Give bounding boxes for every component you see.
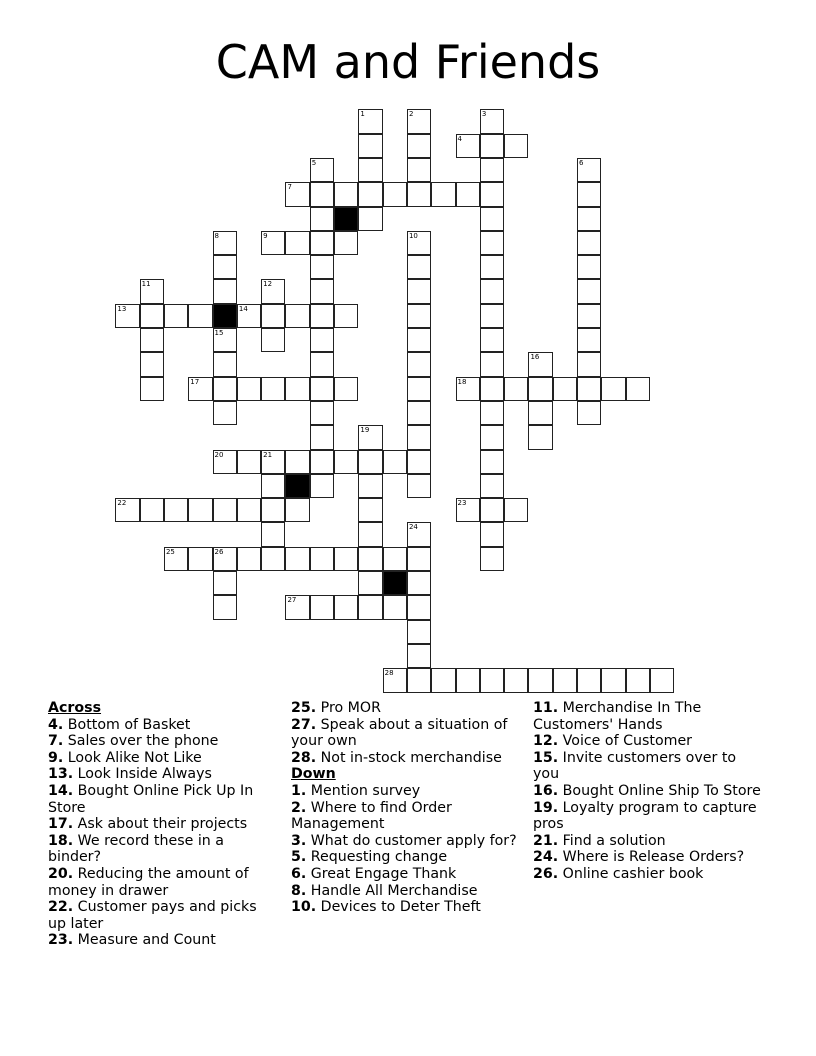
grid-cell[interactable] xyxy=(358,547,382,571)
grid-cell[interactable] xyxy=(334,595,358,619)
grid-cell[interactable] xyxy=(456,182,480,206)
grid-cell[interactable] xyxy=(480,377,504,401)
grid-cell[interactable] xyxy=(480,352,504,376)
cell-number: 13 xyxy=(117,304,127,313)
grid-cell[interactable] xyxy=(577,352,601,376)
grid-cell[interactable] xyxy=(528,401,552,425)
grid-cell[interactable] xyxy=(480,522,504,546)
grid-cell[interactable] xyxy=(577,158,601,182)
clue-across-14: 14. Bought Online Pick Up In Store xyxy=(48,782,254,816)
grid-cell[interactable] xyxy=(115,498,139,522)
grid-cell[interactable] xyxy=(310,450,334,474)
clue-down-5: 5. Requesting change xyxy=(291,849,448,866)
grid-cell[interactable] xyxy=(261,231,285,255)
grid-cell[interactable] xyxy=(164,547,188,571)
grid-cell[interactable] xyxy=(407,279,431,303)
grid-cell[interactable] xyxy=(213,231,237,255)
grid-cell[interactable] xyxy=(213,571,237,595)
grid-cell[interactable] xyxy=(407,571,431,595)
grid-cell[interactable] xyxy=(310,595,334,619)
cell-number: 20 xyxy=(214,450,224,459)
grid-cell[interactable] xyxy=(577,328,601,352)
grid-cell[interactable] xyxy=(407,425,431,449)
grid-cell[interactable] xyxy=(480,109,504,133)
grid-cell[interactable] xyxy=(577,231,601,255)
grid-cell[interactable] xyxy=(407,644,431,668)
cell-number: 19 xyxy=(360,426,370,435)
grid-cell[interactable] xyxy=(383,668,407,692)
grid-cell[interactable] xyxy=(577,668,601,692)
grid-cell[interactable] xyxy=(310,279,334,303)
grid-cell[interactable] xyxy=(407,231,431,255)
grid-cell[interactable] xyxy=(310,401,334,425)
cell-number: 15 xyxy=(214,329,224,338)
cell-number: 3 xyxy=(481,110,487,119)
clue-across-28: 28. Not in-stock merchandise xyxy=(291,749,502,766)
grid-cell[interactable] xyxy=(334,304,358,328)
cell-number: 11 xyxy=(141,280,151,289)
clue-down-6: 6. Great Engage Thank xyxy=(291,865,457,882)
grid-cell[interactable] xyxy=(407,474,431,498)
cell-number: 21 xyxy=(263,450,273,459)
cell-number: 25 xyxy=(165,547,175,556)
cell-number: 18 xyxy=(457,377,467,386)
grid-cell[interactable] xyxy=(140,352,164,376)
cell-number: 10 xyxy=(408,231,418,240)
grid-cell[interactable] xyxy=(358,109,382,133)
grid-cell[interactable] xyxy=(358,158,382,182)
clue-down-19: 19. Loyalty program to capture pros xyxy=(533,799,757,833)
grid-cell[interactable] xyxy=(407,620,431,644)
cell-number: 14 xyxy=(238,304,248,313)
clue-down-24: 24. Where is Release Orders? xyxy=(533,849,745,866)
clue-down-2: 2. Where to find Order Management xyxy=(291,799,452,833)
grid-cell[interactable] xyxy=(383,595,407,619)
clue-down-10: 10. Devices to Deter Theft xyxy=(291,899,481,916)
grid-cell[interactable] xyxy=(431,182,455,206)
grid-cell[interactable] xyxy=(310,352,334,376)
grid-cell[interactable] xyxy=(261,474,285,498)
clue-across-13: 13. Look Inside Always xyxy=(48,766,212,783)
grid-cell[interactable] xyxy=(383,182,407,206)
grid-cell[interactable] xyxy=(188,377,212,401)
grid-cell[interactable] xyxy=(650,668,674,692)
clue-across-7: 7. Sales over the phone xyxy=(48,733,219,750)
cell-number: 17 xyxy=(190,377,200,386)
grid-cell[interactable] xyxy=(626,377,650,401)
grid-cell[interactable] xyxy=(480,134,504,158)
grid-cell[interactable] xyxy=(407,547,431,571)
grid-cell[interactable] xyxy=(310,328,334,352)
grid-cell[interactable] xyxy=(334,450,358,474)
grid-cell[interactable] xyxy=(358,425,382,449)
grid-cell[interactable] xyxy=(213,498,237,522)
grid-cell[interactable] xyxy=(480,401,504,425)
grid-cell[interactable] xyxy=(528,668,552,692)
black-cell xyxy=(383,571,407,595)
grid-cell[interactable] xyxy=(213,279,237,303)
grid-cell[interactable] xyxy=(601,377,625,401)
grid-cell[interactable] xyxy=(407,158,431,182)
grid-cell[interactable] xyxy=(577,401,601,425)
grid-cell[interactable] xyxy=(407,109,431,133)
grid-cell[interactable] xyxy=(480,450,504,474)
cell-number: 27 xyxy=(287,596,297,605)
grid-cell[interactable] xyxy=(213,255,237,279)
grid-cell[interactable] xyxy=(140,304,164,328)
grid-cell[interactable] xyxy=(528,377,552,401)
grid-cell[interactable] xyxy=(577,377,601,401)
cell-number: 8 xyxy=(214,231,220,240)
grid-cell[interactable] xyxy=(213,595,237,619)
cell-number: 22 xyxy=(117,499,127,508)
grid-cell[interactable] xyxy=(285,498,309,522)
grid-cell[interactable] xyxy=(553,668,577,692)
grid-cell[interactable] xyxy=(480,668,504,692)
grid-cell[interactable] xyxy=(358,571,382,595)
cell-number: 16 xyxy=(530,353,540,362)
grid-cell[interactable] xyxy=(310,547,334,571)
grid-cell[interactable] xyxy=(213,377,237,401)
grid-cell[interactable] xyxy=(358,450,382,474)
grid-cell[interactable] xyxy=(358,207,382,231)
grid-cell[interactable] xyxy=(164,498,188,522)
grid-cell[interactable] xyxy=(334,547,358,571)
grid-cell[interactable] xyxy=(358,134,382,158)
grid-cell[interactable] xyxy=(334,231,358,255)
cell-number: 4 xyxy=(457,134,463,143)
clue-down-21: 21. Find a solution xyxy=(533,832,666,849)
grid-cell[interactable] xyxy=(261,377,285,401)
grid-cell[interactable] xyxy=(261,279,285,303)
grid-cell[interactable] xyxy=(285,231,309,255)
cell-number: 5 xyxy=(311,158,317,167)
grid-cell[interactable] xyxy=(310,182,334,206)
grid-cell[interactable] xyxy=(261,522,285,546)
grid-cell[interactable] xyxy=(310,255,334,279)
grid-cell[interactable] xyxy=(237,450,261,474)
grid-cell[interactable] xyxy=(310,425,334,449)
grid-cell[interactable] xyxy=(213,352,237,376)
grid-cell[interactable] xyxy=(188,498,212,522)
grid-cell[interactable] xyxy=(285,377,309,401)
grid-cell[interactable] xyxy=(504,134,528,158)
grid-cell[interactable] xyxy=(528,352,552,376)
black-cell xyxy=(213,304,237,328)
grid-cell[interactable] xyxy=(626,668,650,692)
grid-cell[interactable] xyxy=(164,304,188,328)
clue-across-18: 18. We record these in a binder? xyxy=(48,832,224,866)
grid-cell[interactable] xyxy=(310,377,334,401)
grid-cell[interactable] xyxy=(285,182,309,206)
grid-cell[interactable] xyxy=(601,668,625,692)
grid-cell[interactable] xyxy=(407,595,431,619)
grid-cell[interactable] xyxy=(407,377,431,401)
grid-cell[interactable] xyxy=(237,547,261,571)
grid-cell[interactable] xyxy=(334,182,358,206)
clue-down-1: 1. Mention survey xyxy=(291,782,421,799)
cell-number: 26 xyxy=(214,547,224,556)
grid-cell[interactable] xyxy=(577,304,601,328)
grid-cell[interactable] xyxy=(213,401,237,425)
grid-cell[interactable] xyxy=(407,450,431,474)
clue-down-16: 16. Bought Online Ship To Store xyxy=(533,782,761,799)
grid-cell[interactable] xyxy=(480,279,504,303)
across-header: Across xyxy=(48,700,102,716)
grid-cell[interactable] xyxy=(480,474,504,498)
grid-cell[interactable] xyxy=(577,207,601,231)
clues-column-2 xyxy=(291,700,523,916)
grid-cell[interactable] xyxy=(261,304,285,328)
grid-cell[interactable] xyxy=(456,668,480,692)
grid-cell[interactable] xyxy=(261,547,285,571)
cell-number: 28 xyxy=(384,669,394,678)
grid-cell[interactable] xyxy=(577,255,601,279)
grid-cell[interactable] xyxy=(480,207,504,231)
grid-cell[interactable] xyxy=(480,158,504,182)
grid-cell[interactable] xyxy=(407,182,431,206)
cell-number: 24 xyxy=(408,523,418,532)
grid-cell[interactable] xyxy=(285,547,309,571)
clue-across-22: 22. Customer pays and picks up later xyxy=(48,899,257,932)
cell-number: 23 xyxy=(457,499,467,508)
clues-column-1 xyxy=(48,700,278,949)
grid-cell[interactable] xyxy=(358,498,382,522)
grid-cell[interactable] xyxy=(115,304,139,328)
cell-number: 2 xyxy=(408,110,414,119)
grid-cell[interactable] xyxy=(383,450,407,474)
grid-cell[interactable] xyxy=(577,279,601,303)
grid-cell[interactable] xyxy=(261,498,285,522)
grid-cell[interactable] xyxy=(456,377,480,401)
cell-number: 1 xyxy=(360,110,365,119)
grid-cell[interactable] xyxy=(310,158,334,182)
cell-number: 9 xyxy=(263,231,268,240)
grid-cell[interactable] xyxy=(140,498,164,522)
clue-across-4: 4. Bottom of Basket xyxy=(48,716,191,733)
clue-down-8: 8. Handle All Merchandise xyxy=(291,882,478,899)
grid-cell[interactable] xyxy=(358,522,382,546)
grid-cell[interactable] xyxy=(456,134,480,158)
clue-across-25: 25. Pro MOR xyxy=(291,700,381,716)
grid-cell[interactable] xyxy=(310,304,334,328)
grid-cell[interactable] xyxy=(480,182,504,206)
grid-cell[interactable] xyxy=(285,304,309,328)
grid-cell[interactable] xyxy=(188,547,212,571)
clue-down-12: 12. Voice of Customer xyxy=(533,733,693,750)
grid-cell[interactable] xyxy=(504,377,528,401)
grid-cell[interactable] xyxy=(358,182,382,206)
grid-cell[interactable] xyxy=(577,182,601,206)
grid-cell[interactable] xyxy=(480,255,504,279)
grid-cell[interactable] xyxy=(310,474,334,498)
grid-cell[interactable] xyxy=(407,401,431,425)
grid-cell[interactable] xyxy=(407,352,431,376)
clue-down-11: 11. Merchandise In The Customers' Hands xyxy=(533,700,702,733)
grid-cell[interactable] xyxy=(480,231,504,255)
grid-cell[interactable] xyxy=(407,328,431,352)
grid-cell[interactable] xyxy=(140,377,164,401)
grid-cell[interactable] xyxy=(553,377,577,401)
down-header: Down xyxy=(291,766,336,783)
clue-across-20: 20. Reducing the amount of money in drawer xyxy=(48,865,249,899)
grid-cell[interactable] xyxy=(407,668,431,692)
grid-cell[interactable] xyxy=(140,328,164,352)
grid-cell[interactable] xyxy=(480,304,504,328)
grid-cell[interactable] xyxy=(407,304,431,328)
grid-cell[interactable] xyxy=(237,377,261,401)
grid-cell[interactable] xyxy=(407,134,431,158)
cell-number: 7 xyxy=(287,183,292,192)
clue-across-9: 9. Look Alike Not Like xyxy=(48,749,202,766)
grid-cell[interactable] xyxy=(285,450,309,474)
grid-cell[interactable] xyxy=(285,595,309,619)
clue-down-3: 3. What do customer apply for? xyxy=(291,832,517,849)
black-cell xyxy=(334,207,358,231)
clue-across-17: 17. Ask about their projects xyxy=(48,816,248,833)
grid-cell[interactable] xyxy=(237,498,261,522)
grid-cell[interactable] xyxy=(431,668,455,692)
grid-cell[interactable] xyxy=(504,668,528,692)
clues-column-3 xyxy=(533,700,765,883)
clue-across-27: 27. Speak about a situation of your own xyxy=(291,716,508,750)
grid-cell[interactable] xyxy=(358,474,382,498)
grid-cell[interactable] xyxy=(140,279,164,303)
grid-cell[interactable] xyxy=(213,547,237,571)
clue-down-15: 15. Invite customers over to you xyxy=(533,749,737,783)
cell-number: 12 xyxy=(263,280,273,289)
grid-cell[interactable] xyxy=(407,255,431,279)
clue-down-26: 26. Online cashier book xyxy=(533,865,704,882)
grid-cell[interactable] xyxy=(383,547,407,571)
puzzle-title: CAM and Friends xyxy=(215,35,601,89)
grid-cell[interactable] xyxy=(480,547,504,571)
grid-cell[interactable] xyxy=(504,498,528,522)
grid-cell[interactable] xyxy=(261,450,285,474)
cell-number: 6 xyxy=(579,158,584,167)
grid-cell[interactable] xyxy=(528,425,552,449)
grid-cell[interactable] xyxy=(213,450,237,474)
grid-cell[interactable] xyxy=(334,377,358,401)
black-cell xyxy=(285,474,309,498)
clue-across-23: 23. Measure and Count xyxy=(48,932,216,949)
grid-cell[interactable] xyxy=(480,328,504,352)
grid-cell[interactable] xyxy=(310,231,334,255)
grid-cell[interactable] xyxy=(407,522,431,546)
grid-cell[interactable] xyxy=(456,498,480,522)
grid-cell[interactable] xyxy=(237,304,261,328)
grid-cell[interactable] xyxy=(261,328,285,352)
grid-cell[interactable] xyxy=(480,498,504,522)
grid-cell[interactable] xyxy=(358,595,382,619)
grid-cell[interactable] xyxy=(480,425,504,449)
grid-cell[interactable] xyxy=(213,328,237,352)
grid-cell[interactable] xyxy=(310,207,334,231)
grid-cell[interactable] xyxy=(188,304,212,328)
